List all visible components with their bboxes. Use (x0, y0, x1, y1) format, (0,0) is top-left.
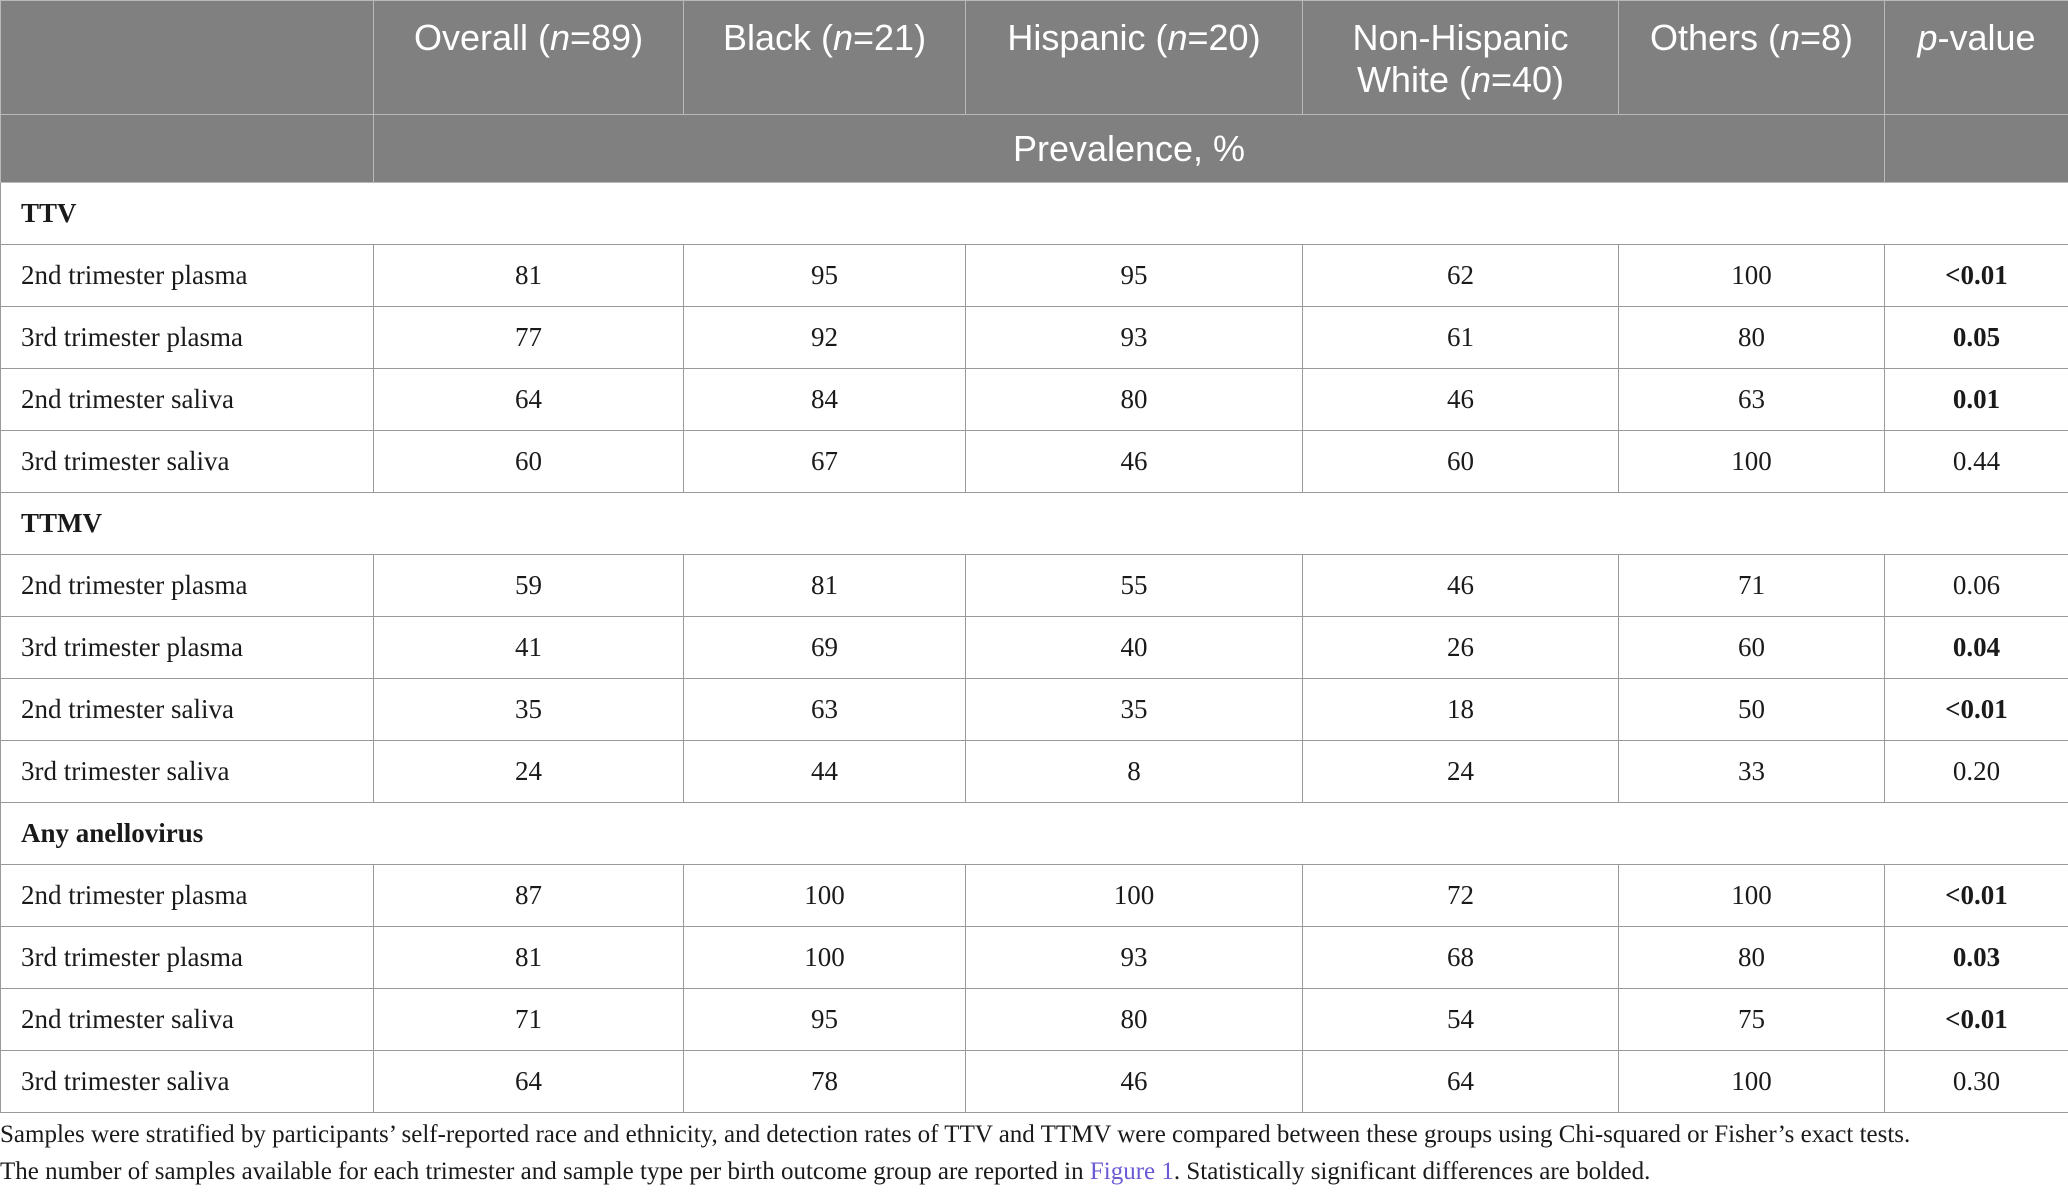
cell-black: 95 (684, 245, 966, 307)
cell-overall: 81 (374, 245, 684, 307)
row-label: 3rd trimester plasma (1, 927, 374, 989)
table-row (1, 369, 2068, 431)
cell-non-hispanic-white: 62 (1303, 245, 1619, 307)
cell-others: 63 (1619, 369, 1885, 431)
row-label: 2nd trimester saliva (1, 679, 374, 741)
figure-1-link[interactable]: Figure 1 (1089, 1158, 1174, 1185)
row-label: 2nd trimester plasma (1, 865, 374, 927)
cell-non-hispanic-white: 61 (1303, 307, 1619, 369)
cell-p-value: 0.04 (1885, 617, 2068, 679)
cell-overall: 87 (374, 865, 684, 927)
cell-hispanic: 80 (966, 989, 1303, 1051)
cell-black: 92 (684, 307, 966, 369)
row-label: 2nd trimester saliva (1, 989, 374, 1051)
table-footnote (0, 1116, 2060, 1190)
cell-hispanic: 93 (966, 307, 1303, 369)
cell-others: 80 (1619, 307, 1885, 369)
row-label: 2nd trimester plasma (1, 555, 374, 617)
cell-hispanic: 93 (966, 927, 1303, 989)
table-row (1, 927, 2068, 989)
cell-non-hispanic-white: 46 (1303, 555, 1619, 617)
cell-overall: 64 (374, 1051, 684, 1113)
header-p-value: p-value (1885, 1, 2068, 115)
cell-overall: 77 (374, 307, 684, 369)
cell-non-hispanic-white: 26 (1303, 617, 1619, 679)
cell-others: 75 (1619, 989, 1885, 1051)
cell-non-hispanic-white: 68 (1303, 927, 1619, 989)
cell-non-hispanic-white: 46 (1303, 369, 1619, 431)
cell-others: 71 (1619, 555, 1885, 617)
cell-p-value: <0.01 (1885, 245, 2068, 307)
cell-non-hispanic-white: 24 (1303, 741, 1619, 803)
cell-hispanic: 35 (966, 679, 1303, 741)
cell-p-value: 0.05 (1885, 307, 2068, 369)
header-row (1, 1, 2068, 115)
cell-overall: 35 (374, 679, 684, 741)
cell-overall: 71 (374, 989, 684, 1051)
cell-p-value: <0.01 (1885, 989, 2068, 1051)
cell-black: 81 (684, 555, 966, 617)
cell-black: 100 (684, 927, 966, 989)
cell-others: 100 (1619, 865, 1885, 927)
cell-hispanic: 8 (966, 741, 1303, 803)
row-label: 2nd trimester saliva (1, 369, 374, 431)
cell-overall: 24 (374, 741, 684, 803)
footnote-line-1: Samples were stratified by participants’ self-reported race and ethnicity, and detection rates of TTV and TTMV were compared between these groups using Chi-squared or Fisher’s exact tests. (0, 1121, 1911, 1148)
cell-p-value: 0.20 (1885, 741, 2068, 803)
row-label: 3rd trimester saliva (1, 1051, 374, 1113)
row-label: 3rd trimester saliva (1, 741, 374, 803)
cell-hispanic: 55 (966, 555, 1303, 617)
subheader-p-empty (1885, 115, 2068, 183)
cell-black: 44 (684, 741, 966, 803)
group-row (1, 183, 2068, 245)
cell-p-value: <0.01 (1885, 679, 2068, 741)
table-row (1, 741, 2068, 803)
cell-others: 100 (1619, 431, 1885, 493)
row-label: 2nd trimester plasma (1, 245, 374, 307)
table-row (1, 431, 2068, 493)
cell-non-hispanic-white: 64 (1303, 1051, 1619, 1113)
header-non-hispanic-white: Non-Hispanic White (n=40) (1303, 1, 1619, 115)
cell-overall: 64 (374, 369, 684, 431)
cell-overall: 59 (374, 555, 684, 617)
cell-hispanic: 46 (966, 431, 1303, 493)
subheader-empty (1, 115, 374, 183)
cell-p-value: 0.03 (1885, 927, 2068, 989)
cell-black: 63 (684, 679, 966, 741)
cell-black: 84 (684, 369, 966, 431)
subheader-row (1, 115, 2068, 183)
cell-hispanic: 80 (966, 369, 1303, 431)
cell-hispanic: 100 (966, 865, 1303, 927)
cell-hispanic: 40 (966, 617, 1303, 679)
group-label: TTV (1, 183, 2068, 245)
cell-p-value: 0.06 (1885, 555, 2068, 617)
cell-p-value: 0.44 (1885, 431, 2068, 493)
group-label: Any anellovirus (1, 803, 2068, 865)
cell-others: 100 (1619, 1051, 1885, 1113)
cell-others: 100 (1619, 245, 1885, 307)
cell-hispanic: 46 (966, 1051, 1303, 1113)
cell-others: 50 (1619, 679, 1885, 741)
cell-others: 33 (1619, 741, 1885, 803)
cell-non-hispanic-white: 18 (1303, 679, 1619, 741)
cell-overall: 81 (374, 927, 684, 989)
cell-overall: 41 (374, 617, 684, 679)
header-hispanic: Hispanic (n=20) (966, 1, 1303, 115)
table-row (1, 245, 2068, 307)
cell-black: 100 (684, 865, 966, 927)
table-row (1, 617, 2068, 679)
row-label: 3rd trimester saliva (1, 431, 374, 493)
cell-others: 80 (1619, 927, 1885, 989)
group-row (1, 493, 2068, 555)
table-row (1, 555, 2068, 617)
row-label: 3rd trimester plasma (1, 307, 374, 369)
header-overall: Overall (n=89) (374, 1, 684, 115)
row-label: 3rd trimester plasma (1, 617, 374, 679)
cell-overall: 60 (374, 431, 684, 493)
header-empty (1, 1, 374, 115)
cell-p-value: 0.01 (1885, 369, 2068, 431)
table-row (1, 989, 2068, 1051)
prevalence-heading: Prevalence, % (374, 115, 1885, 183)
group-label: TTMV (1, 493, 2068, 555)
header-others: Others (n=8) (1619, 1, 1885, 115)
cell-hispanic: 95 (966, 245, 1303, 307)
table-row (1, 307, 2068, 369)
cell-black: 69 (684, 617, 966, 679)
cell-black: 67 (684, 431, 966, 493)
cell-non-hispanic-white: 72 (1303, 865, 1619, 927)
cell-non-hispanic-white: 60 (1303, 431, 1619, 493)
cell-p-value: 0.30 (1885, 1051, 2068, 1113)
group-row (1, 803, 2068, 865)
table-row (1, 1051, 2068, 1113)
cell-black: 95 (684, 989, 966, 1051)
cell-black: 78 (684, 1051, 966, 1113)
footnote-line-2: The number of samples available for each trimester and sample type per birth outcome group are reported in Figure 1. Statistically significant differences are bolded. (0, 1158, 1651, 1185)
header-black: Black (n=21) (684, 1, 966, 115)
cell-others: 60 (1619, 617, 1885, 679)
table-row (1, 679, 2068, 741)
table-row (1, 865, 2068, 927)
cell-p-value: <0.01 (1885, 865, 2068, 927)
table-body (1, 183, 2068, 1113)
cell-non-hispanic-white: 54 (1303, 989, 1619, 1051)
